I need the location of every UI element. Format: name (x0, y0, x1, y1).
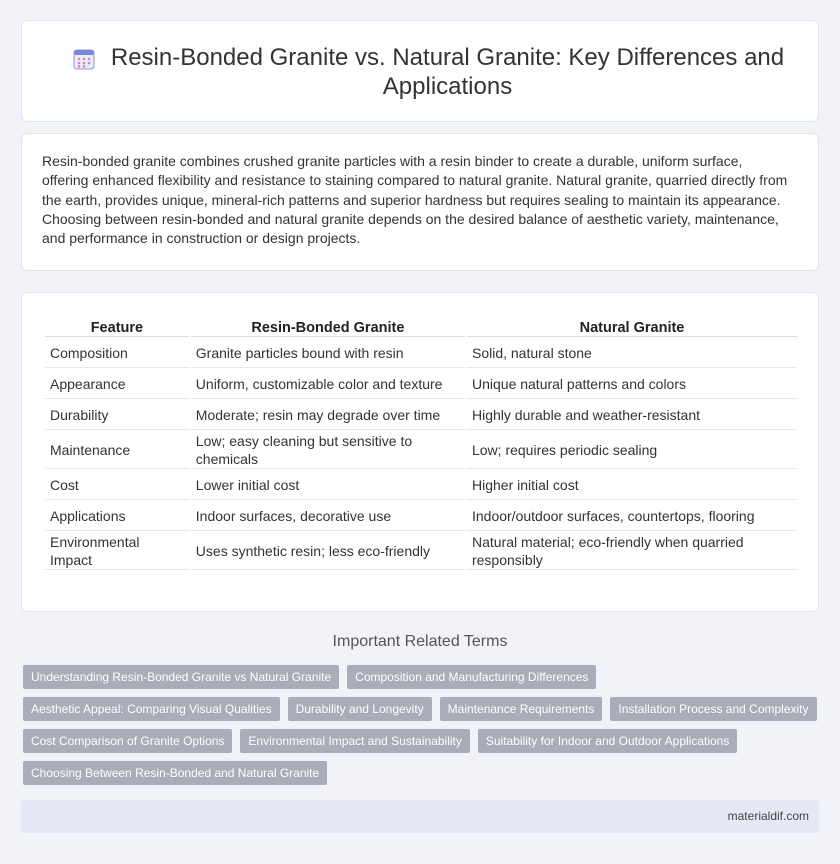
feature-cell: Maintenance (45, 432, 189, 469)
related-term-tag[interactable]: Aesthetic Appeal: Comparing Visual Qualities (23, 697, 280, 721)
header-feature: Feature (45, 317, 189, 337)
resin-cell: Uniform, customizable color and texture (191, 370, 465, 399)
resin-cell: Indoor surfaces, decorative use (191, 502, 465, 531)
related-term-tag[interactable]: Maintenance Requirements (440, 697, 603, 721)
feature-cell: Cost (45, 471, 189, 500)
feature-cell: Composition (45, 339, 189, 368)
site-link[interactable]: materialdif.com (727, 809, 809, 823)
table-row (45, 502, 797, 531)
related-term-tag[interactable]: Cost Comparison of Granite Options (23, 729, 232, 753)
natural-cell: Natural material; eco-friendly when quarried responsibly (467, 533, 797, 570)
related-term-tag[interactable]: Understanding Resin-Bonded Granite vs Natural Granite (23, 665, 339, 689)
natural-cell: Higher initial cost (467, 471, 797, 500)
related-term-tag[interactable]: Environmental Impact and Sustainability (240, 729, 469, 753)
natural-cell: Highly durable and weather-resistant (467, 401, 797, 430)
natural-cell: Solid, natural stone (467, 339, 797, 368)
comparison-table (43, 315, 799, 572)
related-term-tag[interactable]: Composition and Manufacturing Differences (347, 665, 596, 689)
feature-cell: Applications (45, 502, 189, 531)
table-row (45, 432, 797, 469)
resin-cell: Lower initial cost (191, 471, 465, 500)
natural-cell: Low; requires periodic sealing (467, 432, 797, 469)
related-terms-title: Important Related Terms (332, 633, 508, 650)
header-natural: Natural Granite (467, 317, 797, 337)
table-row (45, 401, 797, 430)
footer (21, 800, 819, 833)
related-term-tag[interactable]: Durability and Longevity (288, 697, 432, 721)
feature-cell: Environmental Impact (45, 533, 189, 570)
related-term-tag[interactable]: Choosing Between Resin-Bonded and Natural Granite (23, 761, 327, 785)
feature-cell: Appearance (45, 370, 189, 399)
resin-cell: Low; easy cleaning but sensitive to chemicals (191, 432, 465, 469)
intro-card (21, 133, 819, 271)
natural-cell: Unique natural patterns and colors (467, 370, 797, 399)
related-terms-list (23, 665, 823, 793)
table-row (45, 533, 797, 570)
resin-cell: Uses synthetic resin; less eco-friendly (191, 533, 465, 570)
comparison-card (21, 292, 819, 612)
related-term-tag[interactable]: Installation Process and Complexity (610, 697, 816, 721)
table-header-row (45, 317, 797, 337)
table-row (45, 471, 797, 500)
page-title: Resin-Bonded Granite vs. Natural Granite: Key Differences and Applications (110, 44, 785, 100)
resin-cell: Moderate; resin may degrade over time (191, 401, 465, 430)
table-row (45, 339, 797, 368)
table-row (45, 370, 797, 399)
intro-paragraph: Resin-bonded granite combines crushed granite particles with a resin binder to create a durable, uniform surface, offering enhanced flexibility and resistance to staining compared to natural granite. Natural granite, quarried directly from the earth, provides unique, mineral-rich patterns and superior hardness but requires sealing to maintain its appearance. Choosing between resin-bonded and natural granite depends on the desired balance of aesthetic variety, maintenance, and performance in construction or design projects. (42, 153, 788, 247)
related-term-tag[interactable]: Suitability for Indoor and Outdoor Applications (478, 729, 737, 753)
feature-cell: Durability (45, 401, 189, 430)
natural-cell: Indoor/outdoor surfaces, countertops, flooring (467, 502, 797, 531)
resin-cell: Granite particles bound with resin (191, 339, 465, 368)
title-card (21, 20, 819, 122)
header-resin-bonded: Resin-Bonded Granite (191, 317, 465, 337)
calendar-grid-icon (72, 47, 96, 71)
